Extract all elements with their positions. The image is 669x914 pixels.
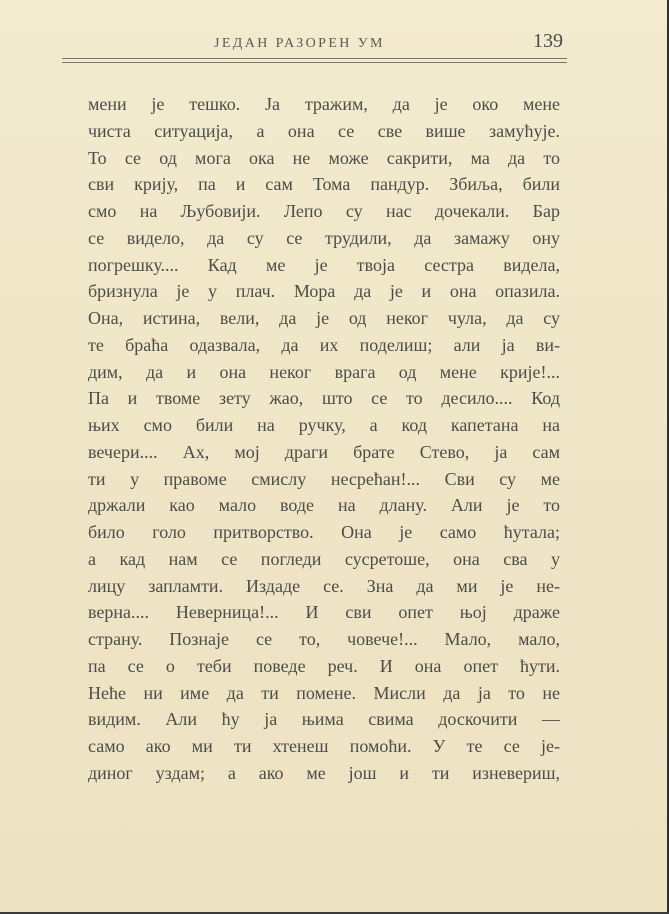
text-line: па се о теби поведе реч. И она опет ћути.	[88, 655, 560, 676]
text-line: бризнула је у плач. Мора да је и она опазила.	[88, 281, 560, 302]
text-line: ти у правоме смислу несрећан!... Сви су ме	[88, 468, 560, 489]
page-number: 139	[533, 30, 563, 52]
page-header	[62, 28, 567, 68]
text-line: То се од мога ока не може сакрити, ма да то	[88, 147, 560, 168]
text-line: Па и твоме зету жао, што се то десило.... Код	[88, 388, 560, 409]
text-line: њих смо били на ручку, а код капетана на	[88, 415, 560, 435]
text-line: вечери.... Ах, мој драги брате Стево, ја сам	[88, 441, 560, 462]
text-line: смо на Љубовији. Лепо су нас дочекали. Бар	[88, 201, 560, 221]
text-line: само ако ми ти хтенеш помоћи. У те се је-	[88, 736, 560, 756]
text-line: држали као мало воде на длану. Али је то	[88, 495, 560, 516]
text-line: мени је тешко. Ја тражим, да је око мене	[88, 94, 560, 114]
text-line: Она, истина, вели, да је од неког чула, да су	[88, 308, 560, 328]
running-head: ЈЕДАН РАЗОРЕН УМ	[214, 36, 385, 51]
header-rule-top	[62, 58, 567, 59]
text-line: било голо притворство. Она је само ћутала;	[88, 522, 560, 542]
text-line: верна.... Неверница!... И сви опет њој драже	[88, 602, 560, 623]
text-line: Неће ни име да ти помене. Мисли да ја то не	[88, 682, 560, 703]
text-line: видим. Али ћу ја њима свима доскочити —	[88, 709, 560, 730]
text-line: те браћа одазвала, да их поделиш; али ја ви-	[88, 334, 560, 355]
text-line: сви крију, па и сам Тома пандур. Збиља, били	[88, 174, 560, 195]
header-rule-bottom	[62, 62, 567, 63]
body-text	[88, 91, 560, 787]
text-line: диног уздам; а ако ме још и ти изневериш,	[88, 762, 560, 783]
text-line: погрешку.... Кад ме је твоја сестра видела,	[88, 254, 560, 275]
text-line: а кад нам се погледи сусретоше, она сва у	[88, 548, 560, 569]
text-line: чиста ситуација, а она се све више замућује.	[88, 120, 560, 141]
text-line: дим, да и она неког врага од мене крије!...	[88, 361, 560, 382]
text-line: се видело, да су се трудили, да замажу ону	[88, 227, 560, 248]
text-line: страну. Познаје се то, човече!... Мало, мало,	[88, 629, 560, 649]
text-line: лицу запламти. Издаде се. Зна да ми је не-	[88, 575, 560, 596]
